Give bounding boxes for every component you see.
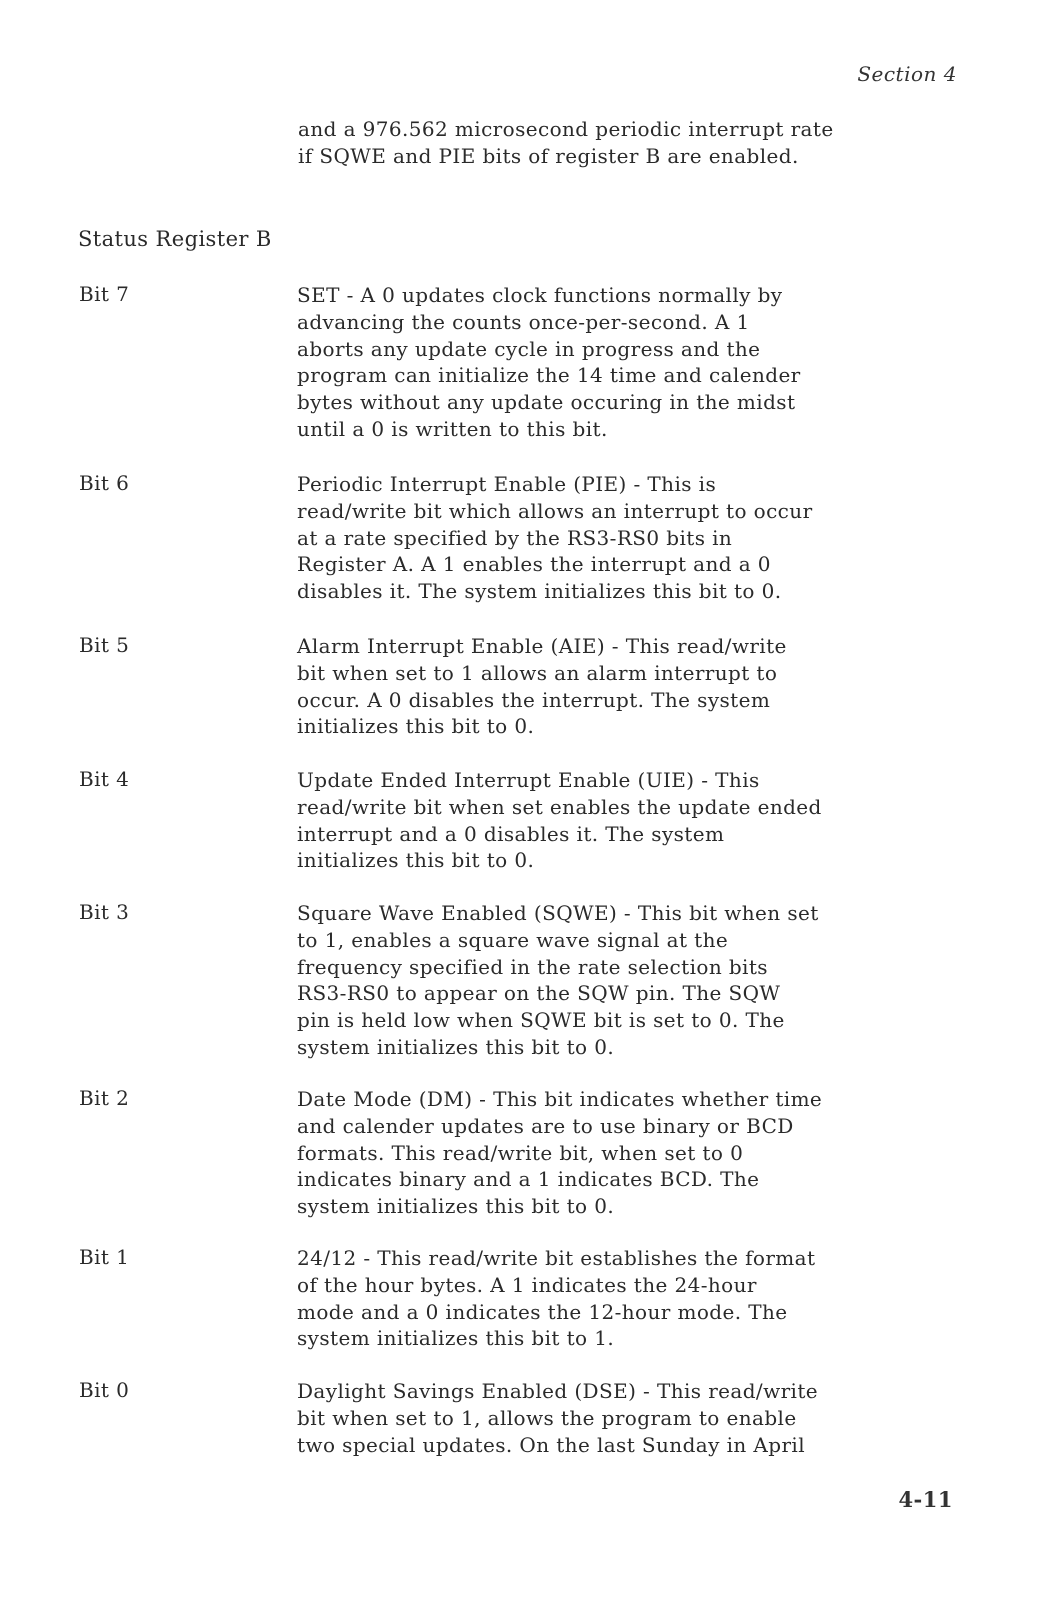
- bit-description: [297, 633, 937, 740]
- text-line: system initializes this bit to 1.: [297, 1326, 615, 1351]
- text-line: until a 0 is written to this bit.: [297, 416, 608, 441]
- text-line: RS3-RS0 to appear on the SQW pin. The SQW: [297, 981, 781, 1006]
- text-line: SET - A 0 updates clock functions normally by: [297, 283, 783, 307]
- bit-label: Bit 1: [79, 1245, 130, 1269]
- text-line: Update Ended Interrupt Enable (UIE) - This: [297, 768, 760, 792]
- bit-description: [297, 900, 937, 1061]
- text-line: at a rate specified by the RS3-RS0 bits in: [297, 525, 733, 550]
- text-line: aborts any update cycle in progress and the: [297, 336, 761, 361]
- text-line: frequency specified in the rate selection bits: [297, 954, 768, 979]
- text-line: to 1, enables a square wave signal at the: [297, 927, 729, 952]
- text-line: system initializes this bit to 0.: [297, 1194, 615, 1219]
- bit-label: Bit 4: [79, 767, 130, 791]
- bit-label: Bit 6: [79, 471, 130, 495]
- bit-description: [297, 767, 937, 874]
- page-number: 4-11: [898, 1487, 953, 1512]
- text-line: and a 976.562 microsecond periodic interrupt rate: [298, 117, 834, 141]
- text-line: Square Wave Enabled (SQWE) - This bit when set: [297, 901, 819, 925]
- text-line: read/write bit which allows an interrupt to occur: [297, 498, 813, 523]
- text-line: initializes this bit to 0.: [297, 714, 535, 739]
- bit-description: [297, 282, 937, 443]
- text-line: of the hour bytes. A 1 indicates the 24-hour: [297, 1272, 757, 1297]
- intro-paragraph: [298, 116, 898, 170]
- text-line: and calender updates are to use binary or BCD: [297, 1113, 794, 1138]
- text-line: program can initialize the 14 time and calender: [297, 363, 801, 388]
- text-line: mode and a 0 indicates the 12-hour mode. The: [297, 1299, 788, 1324]
- section-heading: Status Register B: [78, 227, 272, 251]
- text-line: Daylight Savings Enabled (DSE) - This read/write: [297, 1379, 819, 1403]
- text-line: bit when set to 1 allows an alarm interrupt to: [297, 660, 778, 685]
- bit-label: Bit 0: [79, 1378, 130, 1402]
- text-line: indicates binary and a 1 indicates BCD. The: [297, 1167, 760, 1192]
- text-line: system initializes this bit to 0.: [297, 1034, 615, 1059]
- text-line: pin is held low when SQWE bit is set to 0. The: [297, 1008, 785, 1033]
- bit-label: Bit 5: [79, 633, 130, 657]
- text-line: bit when set to 1, allows the program to enable: [297, 1405, 797, 1430]
- text-line: formats. This read/write bit, when set to 0: [297, 1140, 744, 1165]
- bit-description: [297, 1086, 937, 1220]
- bit-label: Bit 7: [79, 282, 130, 306]
- text-line: bytes without any update occuring in the midst: [297, 390, 796, 415]
- text-line: occur. A 0 disables the interrupt. The system: [297, 687, 771, 712]
- bit-label: Bit 2: [79, 1086, 130, 1110]
- section-header: Section 4: [857, 62, 957, 86]
- text-line: if SQWE and PIE bits of register B are enabled.: [298, 144, 799, 168]
- text-line: Register A. A 1 enables the interrupt and a 0: [297, 552, 771, 577]
- text-line: Alarm Interrupt Enable (AIE) - This read/write: [297, 634, 787, 658]
- text-line: disables it. The system initializes this bit to 0.: [297, 579, 782, 604]
- text-line: Periodic Interrupt Enable (PIE) - This is: [297, 472, 717, 496]
- text-line: Date Mode (DM) - This bit indicates whether time: [297, 1087, 823, 1111]
- text-line: 24/12 - This read/write bit establishes the format: [297, 1246, 816, 1270]
- bit-description: [297, 1245, 937, 1352]
- bit-description: [297, 471, 937, 605]
- text-line: read/write bit when set enables the update ended: [297, 794, 822, 819]
- bit-label: Bit 3: [79, 900, 130, 924]
- text-line: interrupt and a 0 disables it. The system: [297, 821, 725, 846]
- text-line: initializes this bit to 0.: [297, 848, 535, 873]
- text-line: two special updates. On the last Sunday in April: [297, 1432, 805, 1457]
- bit-description: [297, 1378, 937, 1458]
- text-line: advancing the counts once-per-second. A 1: [297, 309, 750, 334]
